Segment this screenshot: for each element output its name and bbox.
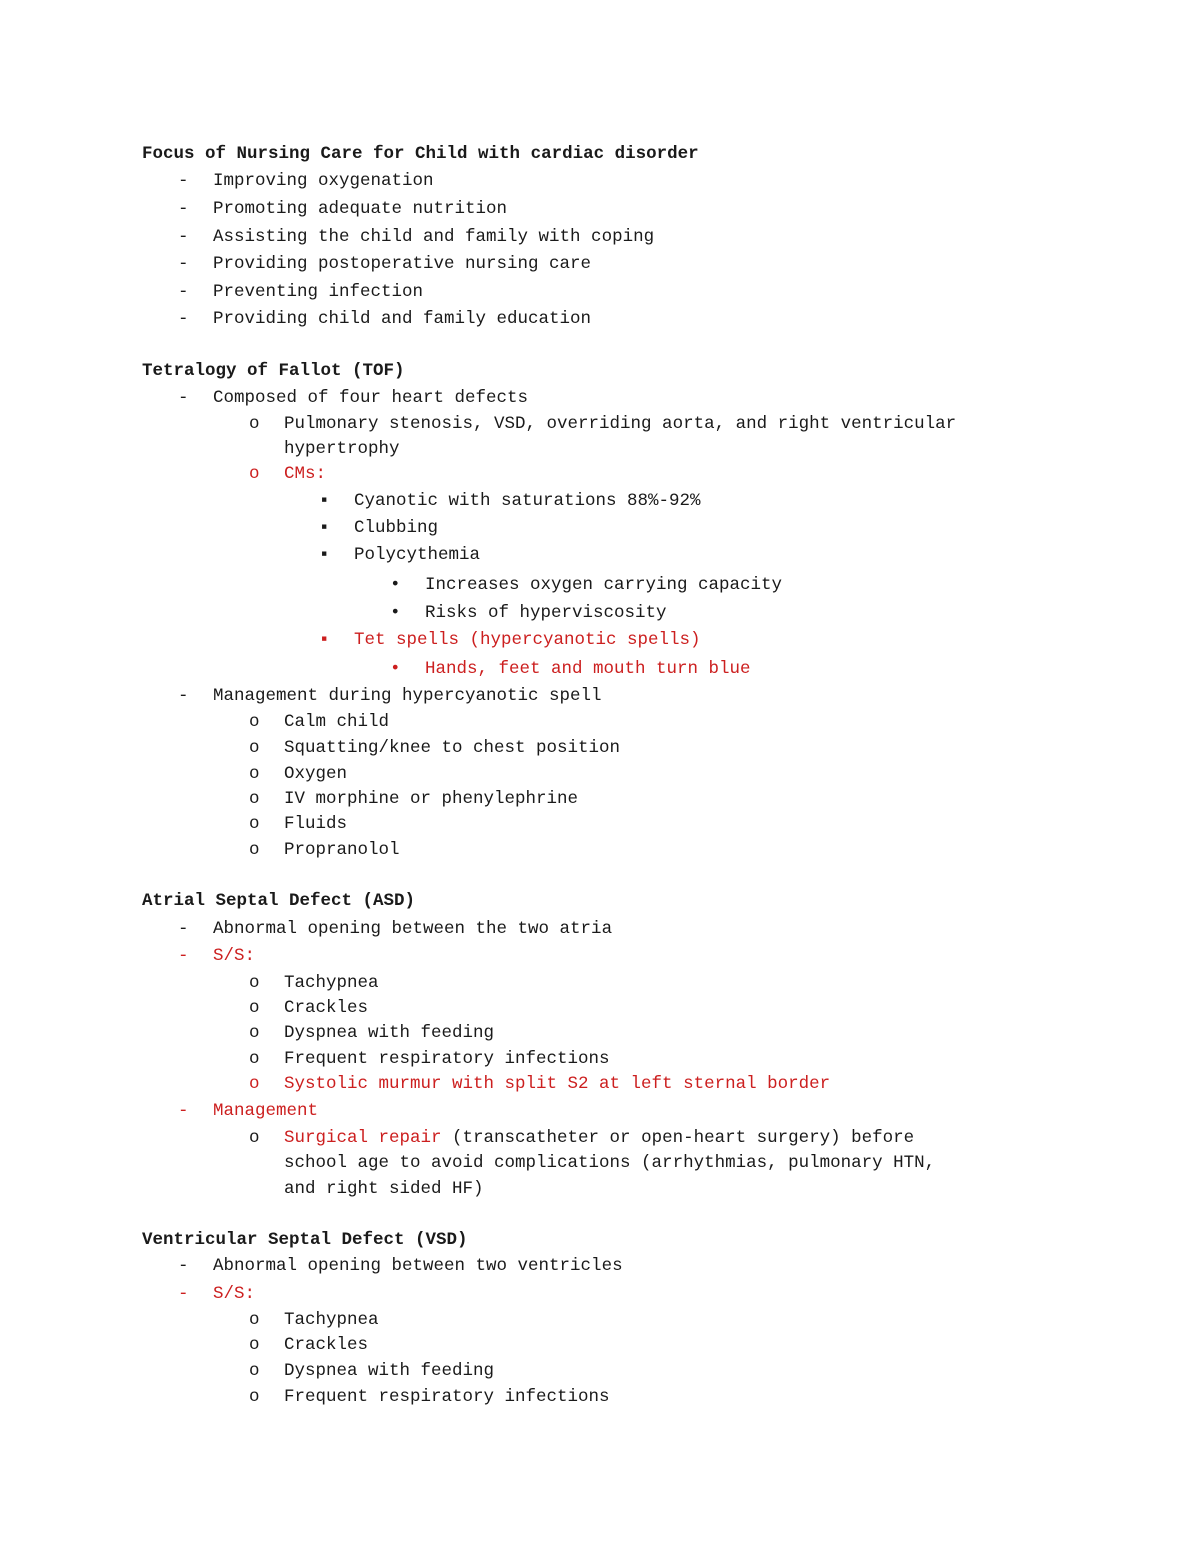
- asd-repair: [284, 1127, 914, 1149]
- dash-marker: -: [178, 1101, 189, 1121]
- asd-ss-item: Frequent respiratory infections: [284, 1049, 610, 1069]
- tof-tet-spells: Tet spells (hypercyanotic spells): [354, 630, 701, 650]
- dash-marker: -: [178, 1256, 189, 1276]
- tof-poly-item: Risks of hyperviscosity: [425, 603, 667, 623]
- focus-item: Assisting the child and family with coping: [213, 227, 655, 247]
- tof-cm-item: Cyanotic with saturations 88%-92%: [354, 491, 701, 511]
- focus-heading: Focus of Nursing Care for Child with cardiac disorder: [142, 144, 699, 164]
- tof-management-item: Fluids: [284, 814, 348, 834]
- square-marker: ▪: [319, 545, 330, 565]
- asd-definition: Abnormal opening between the two atria: [213, 919, 613, 939]
- tof-management-item: Calm child: [284, 712, 390, 732]
- circle-marker: o: [249, 1074, 260, 1094]
- asd-ss-item: Tachypnea: [284, 973, 379, 993]
- square-marker: ▪: [319, 491, 330, 511]
- tof-cm-item: Polycythemia: [354, 545, 481, 565]
- dash-marker: -: [178, 388, 189, 408]
- circle-marker: o: [249, 1310, 260, 1330]
- vsd-ss-label: S/S:: [213, 1284, 256, 1304]
- circle-marker: o: [249, 973, 260, 993]
- dash-marker: -: [178, 919, 189, 939]
- bullet-marker: •: [390, 603, 401, 623]
- asd-ss-murmur: Systolic murmur with split S2 at left sternal border: [284, 1074, 831, 1094]
- tof-poly-item: Increases oxygen carrying capacity: [425, 575, 783, 595]
- bullet-marker: •: [390, 659, 401, 679]
- asd-repair-cont: school age to avoid complications (arrhythmias, pulmonary HTN,: [284, 1153, 936, 1173]
- circle-marker: o: [249, 738, 260, 758]
- square-marker: ▪: [319, 518, 330, 538]
- circle-marker: o: [249, 789, 260, 809]
- circle-marker: o: [249, 1335, 260, 1355]
- tof-defects-detail-cont: hypertrophy: [284, 439, 400, 459]
- circle-marker: o: [249, 1023, 260, 1043]
- vsd-ss-item: Dyspnea with feeding: [284, 1361, 495, 1381]
- dash-marker: -: [178, 199, 189, 219]
- square-marker: ▪: [319, 630, 330, 650]
- tof-heading: Tetralogy of Fallot (TOF): [142, 361, 405, 381]
- vsd-ss-item: Tachypnea: [284, 1310, 379, 1330]
- focus-item: Preventing infection: [213, 282, 424, 302]
- focus-item: Providing postoperative nursing care: [213, 254, 592, 274]
- tof-management-item: Oxygen: [284, 764, 348, 784]
- circle-marker: o: [249, 764, 260, 784]
- dash-marker: -: [178, 686, 189, 706]
- bullet-marker: •: [390, 575, 401, 595]
- dash-marker: -: [178, 946, 189, 966]
- focus-item: Providing child and family education: [213, 309, 592, 329]
- dash-marker: -: [178, 282, 189, 302]
- circle-marker: o: [249, 840, 260, 860]
- tof-cm-item: Clubbing: [354, 518, 439, 538]
- asd-ss-item: Dyspnea with feeding: [284, 1023, 495, 1043]
- vsd-ss-item: Crackles: [284, 1335, 369, 1355]
- focus-item: Improving oxygenation: [213, 171, 434, 191]
- circle-marker: o: [249, 1049, 260, 1069]
- dash-marker: -: [178, 171, 189, 191]
- tof-management-item: Squatting/knee to chest position: [284, 738, 621, 758]
- circle-marker: o: [249, 414, 260, 434]
- vsd-definition: Abnormal opening between two ventricles: [213, 1256, 623, 1276]
- vsd-ss-item: Frequent respiratory infections: [284, 1387, 610, 1407]
- asd-ss-item: Crackles: [284, 998, 369, 1018]
- tof-management: Management during hypercyanotic spell: [213, 686, 602, 706]
- tof-tet-item: Hands, feet and mouth turn blue: [425, 659, 751, 679]
- tof-management-item: IV morphine or phenylephrine: [284, 789, 579, 809]
- vsd-heading: Ventricular Septal Defect (VSD): [142, 1230, 468, 1250]
- tof-defects: Composed of four heart defects: [213, 388, 529, 408]
- dash-marker: -: [178, 309, 189, 329]
- asd-ss-label: S/S:: [213, 946, 256, 966]
- circle-marker: o: [249, 1387, 260, 1407]
- asd-management-label: Management: [213, 1101, 319, 1121]
- circle-marker: o: [249, 1128, 260, 1148]
- dash-marker: -: [178, 227, 189, 247]
- circle-marker: o: [249, 464, 260, 484]
- dash-marker: -: [178, 1284, 189, 1304]
- circle-marker: o: [249, 1361, 260, 1381]
- tof-cms-label: CMs:: [284, 464, 327, 484]
- dash-marker: -: [178, 254, 189, 274]
- circle-marker: o: [249, 712, 260, 732]
- focus-item: Promoting adequate nutrition: [213, 199, 508, 219]
- tof-defects-detail: Pulmonary stenosis, VSD, overriding aorta, and right ventricular: [284, 414, 957, 434]
- tof-management-item: Propranolol: [284, 840, 400, 860]
- asd-heading: Atrial Septal Defect (ASD): [142, 891, 416, 911]
- asd-repair-text: (transcatheter or open-heart surgery) before: [441, 1128, 915, 1148]
- circle-marker: o: [249, 998, 260, 1018]
- circle-marker: o: [249, 814, 260, 834]
- asd-repair-highlight: Surgical repair: [284, 1128, 442, 1148]
- asd-repair-cont: and right sided HF): [284, 1179, 484, 1199]
